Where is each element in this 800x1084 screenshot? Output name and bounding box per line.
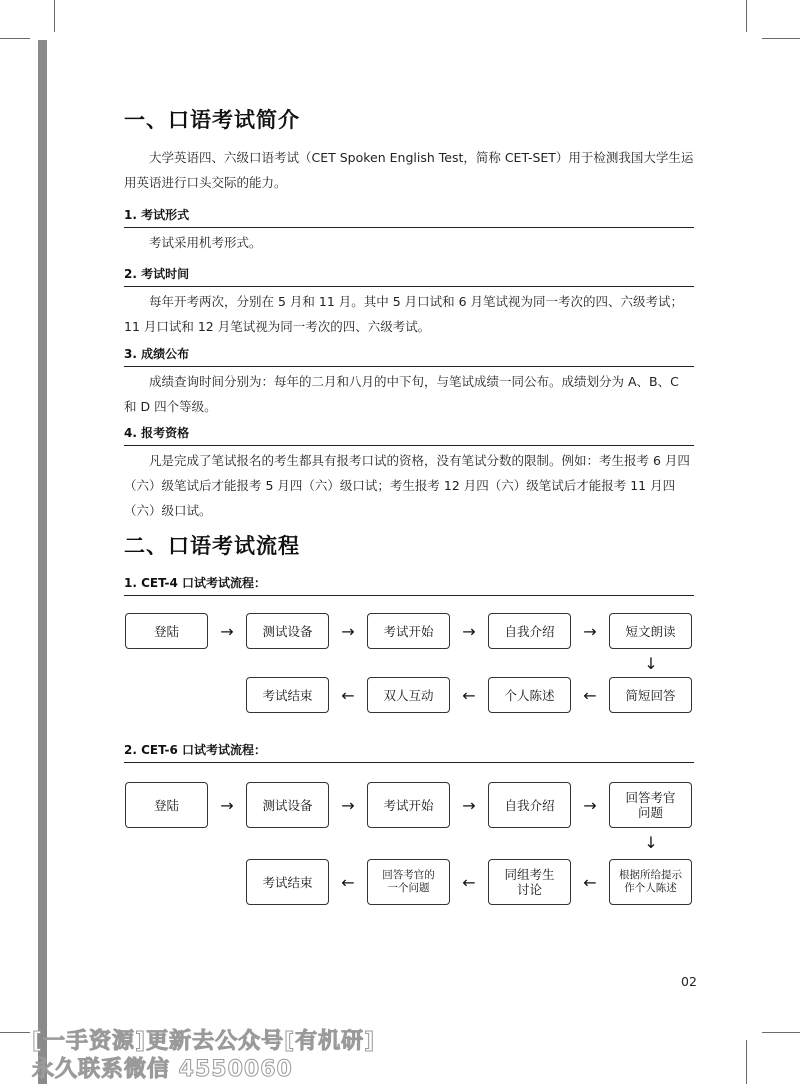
arrow-right-icon: → [341, 621, 355, 641]
item2-text: 每年开考两次，分别在 5 月和 11 月。其中 5 月口试和 6 月笔试视为同一考次的四、六级考试；11 月口试和 12 月笔试视为同一考次的四、六级考试。 [124, 294, 684, 334]
crop-mark [746, 1040, 747, 1084]
item1-heading: 1. 考试形式 [124, 206, 694, 228]
cet4-step-login: 登陆 [125, 613, 208, 649]
page-side-bar [38, 40, 47, 1084]
arrow-left-icon: ← [341, 685, 355, 705]
arrow-left-icon: ← [583, 872, 597, 892]
section1-intro: 大学英语四、六级口语考试（CET Spoken English Test，简称 CET-SET）用于检测我国大学生运用英语进行口头交际的能力。 [124, 150, 694, 190]
item1-text: 考试采用机考形式。 [149, 235, 262, 250]
arrow-down-icon: ↓ [644, 653, 658, 673]
section2-title: 二、口语考试流程 [124, 533, 300, 558]
cet4-step-short-answer: 简短回答 [609, 677, 692, 713]
cet4-step-personal-statement: 个人陈述 [488, 677, 571, 713]
cet4-step-exam-end: 考试结束 [246, 677, 329, 713]
item3-heading: 3. 成绩公布 [124, 345, 694, 367]
watermark-line1: [一手资源]更新去公众号[有机研] [32, 1029, 376, 1054]
cet6-step-group-discussion: 同组考生 讨论 [488, 859, 571, 905]
item2-heading: 2. 考试时间 [124, 265, 694, 287]
cet6-step-answer-one-question: 回答考官的 一个问题 [367, 859, 450, 905]
arrow-right-icon: → [341, 795, 355, 815]
arrow-left-icon: ← [583, 685, 597, 705]
crop-mark [762, 1032, 800, 1033]
cet6-step-exam-start: 考试开始 [367, 782, 450, 828]
cet6-step-answer-examiner: 回答考官 问题 [609, 782, 692, 828]
item4-heading: 4. 报考资格 [124, 424, 694, 446]
crop-mark [746, 0, 747, 32]
crop-mark [762, 38, 800, 39]
cet6-step-self-intro: 自我介绍 [488, 782, 571, 828]
item4-text: 凡是完成了笔试报名的考生都具有报考口试的资格，没有笔试分数的限制。例如：考生报考 6 月四（六）级笔试后才能报考 5 月四（六）级口试；考生报考 12 月四（六）级笔试后才能报考 11 月四（六）级口试。 [124, 453, 690, 518]
page-number: 02 [681, 974, 697, 989]
arrow-down-icon: ↓ [644, 832, 658, 852]
cet6-step-login: 登陆 [125, 782, 208, 828]
arrow-right-icon: → [583, 621, 597, 641]
cet4-step-exam-start: 考试开始 [367, 613, 450, 649]
section1-title: 一、口语考试简介 [124, 107, 300, 132]
arrow-right-icon: → [583, 795, 597, 815]
item3-text: 成绩查询时间分别为：每年的二月和八月的中下旬，与笔试成绩一同公布。成绩划分为 A、B、C 和 D 四个等级。 [124, 374, 679, 414]
crop-mark [54, 0, 55, 32]
arrow-right-icon: → [220, 795, 234, 815]
cet6-step-prompted-statement: 根据所给提示 作个人陈述 [609, 859, 692, 905]
cet6-step-test-device: 测试设备 [246, 782, 329, 828]
cet4-heading: 1. CET-4 口试考试流程： [124, 574, 694, 596]
cet4-step-self-intro: 自我介绍 [488, 613, 571, 649]
crop-mark [0, 38, 30, 39]
crop-mark [0, 1032, 30, 1033]
cet4-step-pair-interaction: 双人互动 [367, 677, 450, 713]
arrow-right-icon: → [220, 621, 234, 641]
watermark-line2: 永久联系微信 4550060 [32, 1057, 293, 1082]
arrow-left-icon: ← [462, 685, 476, 705]
arrow-left-icon: ← [462, 872, 476, 892]
arrow-left-icon: ← [341, 872, 355, 892]
cet4-step-test-device: 测试设备 [246, 613, 329, 649]
cet6-heading: 2. CET-6 口试考试流程： [124, 741, 694, 763]
cet6-step-exam-end: 考试结束 [246, 859, 329, 905]
arrow-right-icon: → [462, 795, 476, 815]
cet4-step-read-aloud: 短文朗读 [609, 613, 692, 649]
arrow-right-icon: → [462, 621, 476, 641]
